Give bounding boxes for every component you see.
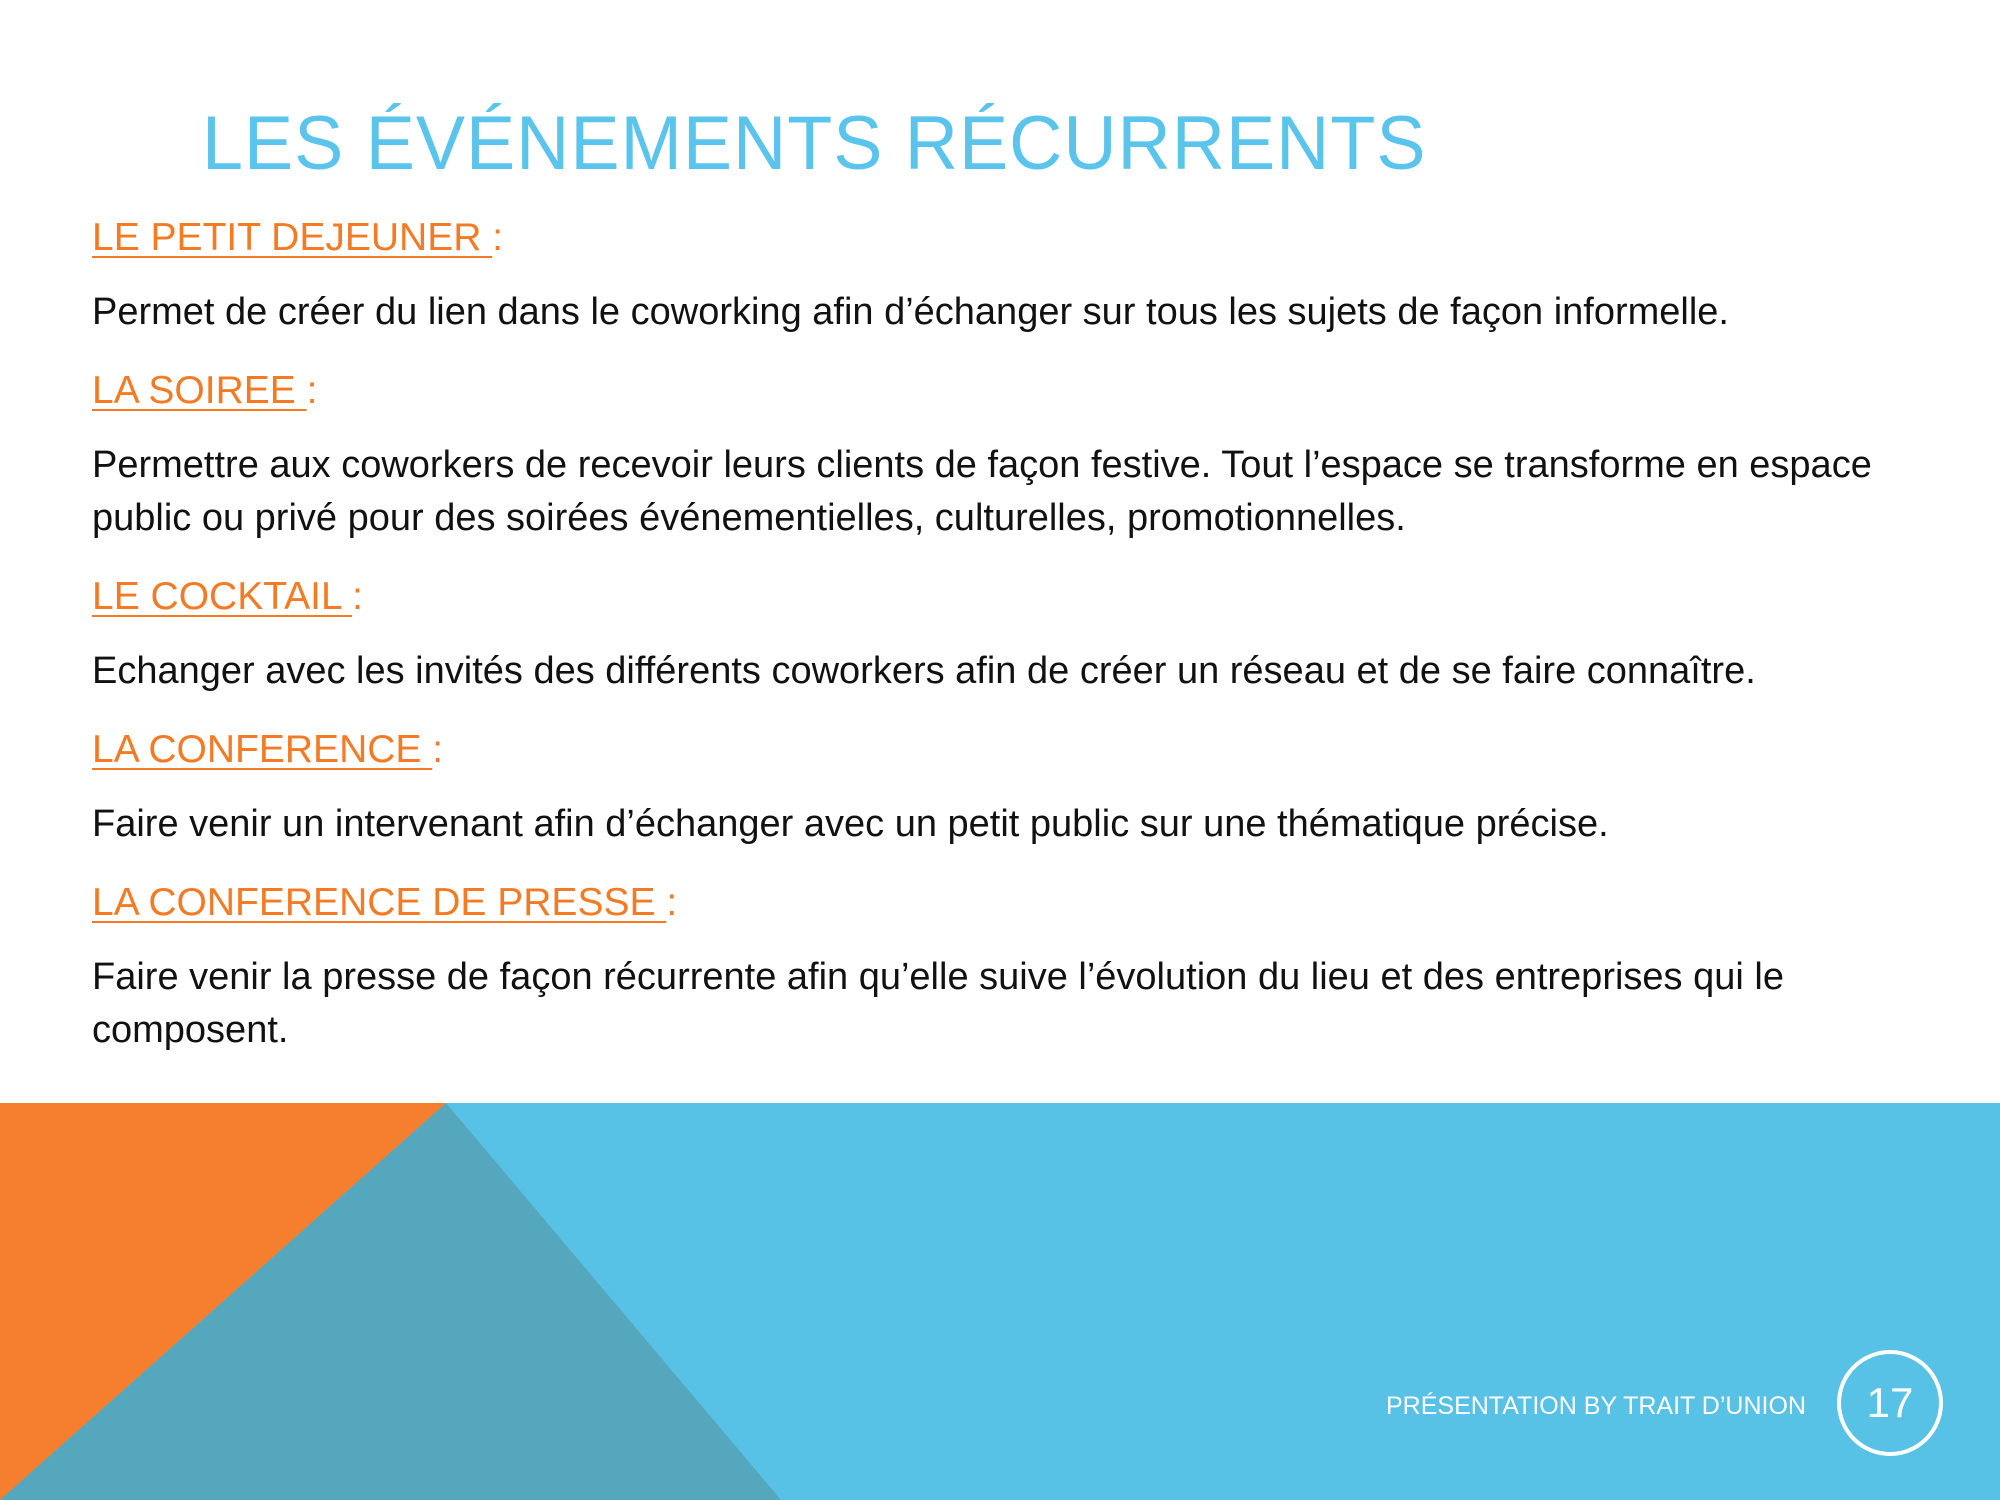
section-text: Permet de créer du lien dans le coworking afin d’échanger sur tous les sujets de façon informelle. <box>92 291 1729 333</box>
section-heading <box>92 722 1952 778</box>
heading-colon: : <box>432 728 444 771</box>
heading-text: LA CONFERENCE DE PRESSE <box>92 881 667 924</box>
page-number: 17 <box>1866 1379 1914 1426</box>
decorative-footer-band <box>0 1103 2000 1500</box>
section-heading <box>92 569 1952 625</box>
heading-text: LA SOIREE <box>92 369 307 412</box>
heading-text: LE COCKTAIL <box>92 575 353 618</box>
heading-text: LE PETIT DEJEUNER <box>92 216 493 259</box>
page-number-badge <box>1837 1350 1943 1456</box>
slide-content <box>92 210 1952 1081</box>
heading-colon: : <box>666 881 678 924</box>
slide-title: LES ÉVÉNEMENTS RÉCURRENTS <box>202 101 1427 186</box>
section-heading <box>92 363 1952 419</box>
heading-text: LA CONFERENCE <box>92 728 433 771</box>
section-heading <box>92 875 1952 931</box>
heading-colon: : <box>306 369 318 412</box>
section-text: Faire venir un intervenant afin d’échanger avec un petit public sur une thématique précise. <box>92 803 1609 845</box>
section-text: Echanger avec les invités des différents coworkers afin de créer un réseau et de se faire connaître. <box>92 650 1756 692</box>
section-text: Faire venir la presse de façon récurrente afin qu’elle suive l’évolution du lieu et des entreprises qui le composent. <box>92 956 1784 1051</box>
heading-colon: : <box>492 216 504 259</box>
section-text: Permettre aux coworkers de recevoir leurs clients de façon festive. Tout l’espace se transforme en espace public ou privé pour des soirées événementielles, culturelles, promotionnelles. <box>92 444 1872 539</box>
section-heading <box>92 210 1952 266</box>
heading-colon: : <box>352 575 363 618</box>
footer-credit: PRÉSENTATION BY TRAIT D’UNION <box>1386 1392 1806 1420</box>
